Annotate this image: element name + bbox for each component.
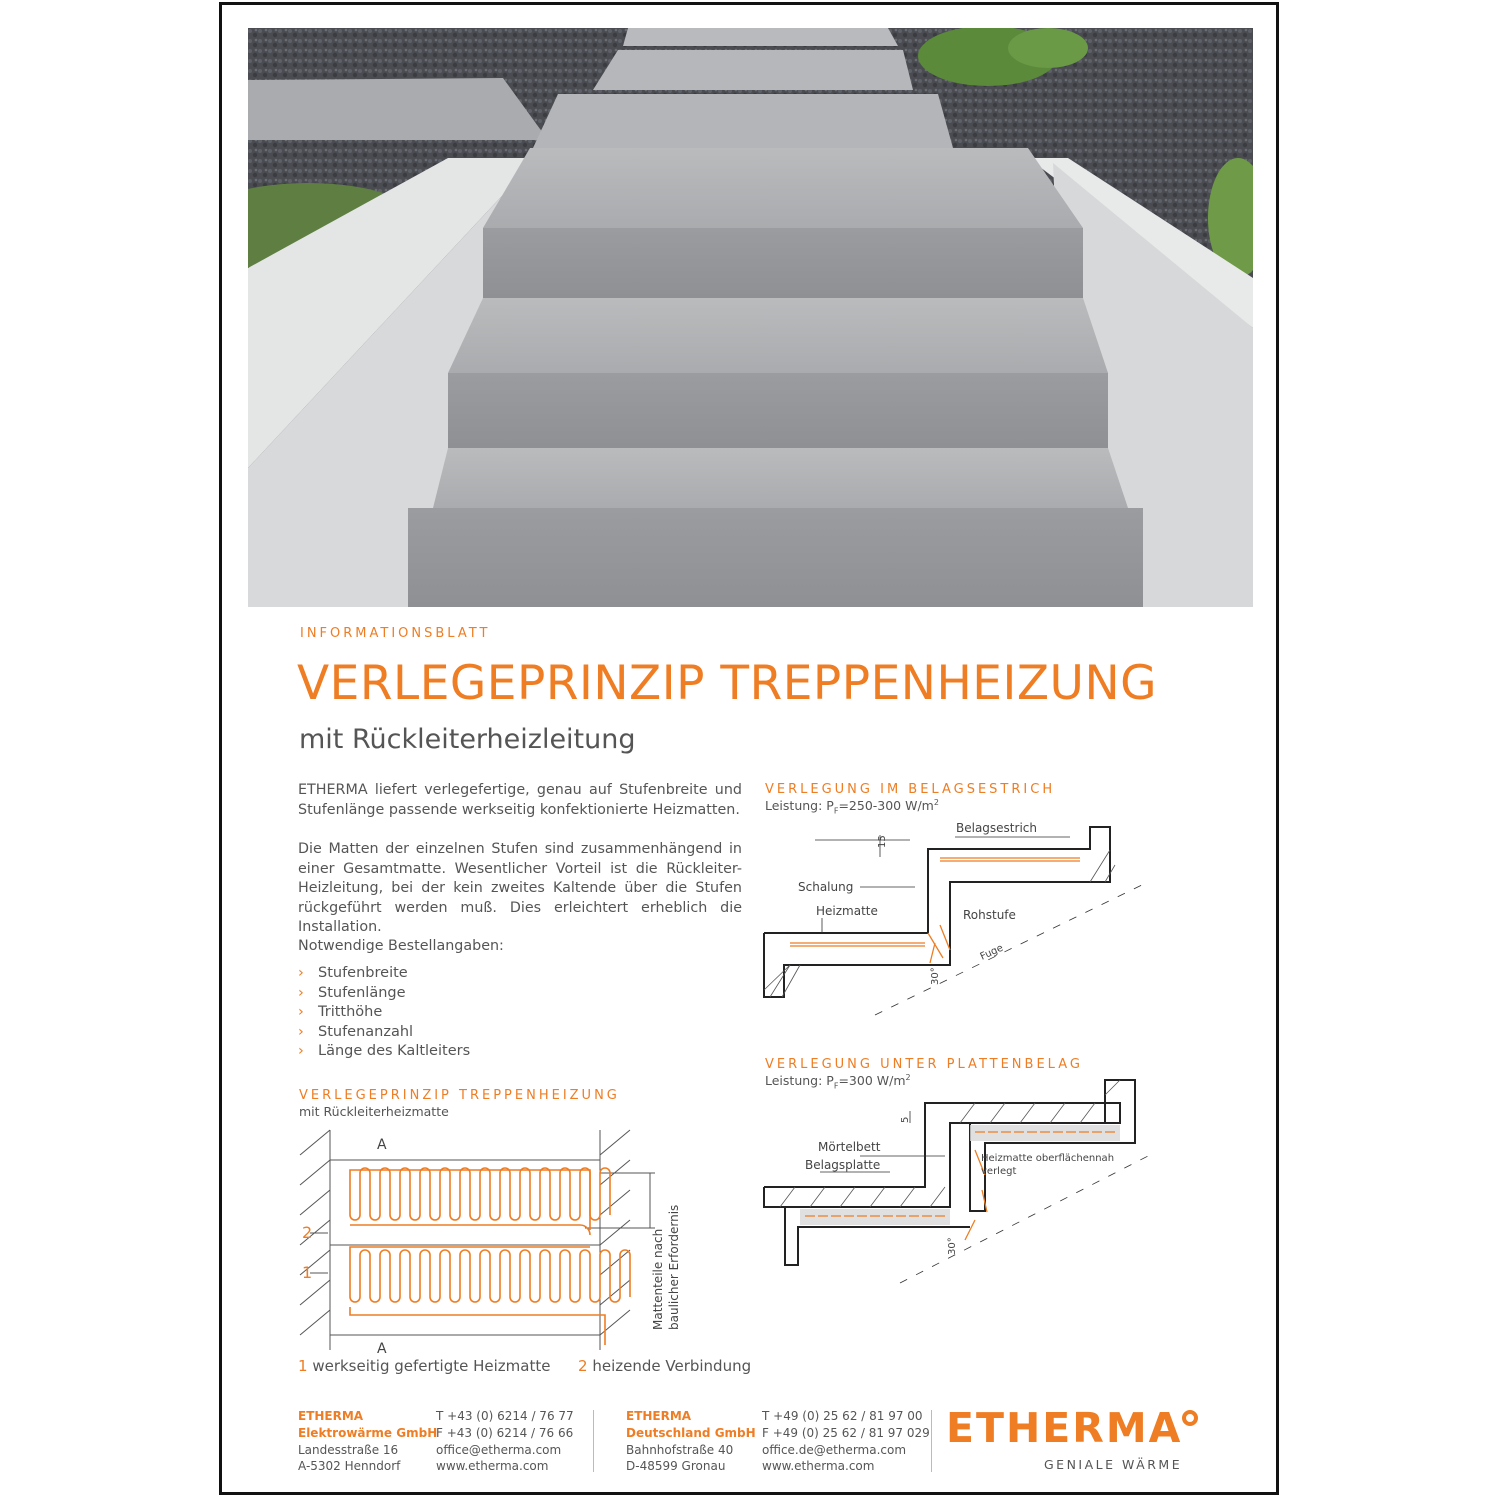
footer-fax-at: F +43 (0) 6214 / 76 66 — [436, 1425, 574, 1440]
footer-company-at: ETHERMA — [298, 1409, 364, 1423]
chevron-right-icon: › — [298, 1043, 304, 1060]
side-note-line2: baulicher Erfordernis — [667, 1204, 681, 1330]
label-belagsestrich: Belagsestrich — [956, 821, 1037, 835]
footer-contact-at — [436, 1408, 574, 1475]
footer-web-at[interactable]: www.etherma.com — [436, 1459, 549, 1474]
page-subtitle: mit Rückleiterheizleitung — [299, 724, 636, 755]
legend-num-2: 2 — [578, 1357, 588, 1375]
chevron-right-icon: › — [298, 965, 304, 981]
steps-illustration — [248, 28, 1253, 607]
footer-phone-at: T +43 (0) 6214 / 76 77 — [436, 1409, 574, 1423]
legend-text-2: heizende Verbindung — [592, 1357, 752, 1375]
hero-photo-steps — [248, 28, 1253, 607]
footer-phone-de: T +49 (0) 25 62 / 81 97 00 — [762, 1409, 923, 1423]
label-heizmatte-1: Heizmatte oberflächennah — [981, 1153, 1115, 1164]
legend-text-1: werkseitig gefertigte Heizmatte — [312, 1357, 551, 1375]
chevron-right-icon: › — [298, 1004, 304, 1021]
intro-paragraph-2: Die Matten der einzelnen Stufen sind zusammenhängend in einer Gesamtmatte. Wesentlicher Vorteil ist die Rückleiter-Heizleitung, bei der kein zweites Kaltende über die Stufen rückgeführt werden muß. Dies erleichtert erheblich die Installation. — [298, 841, 742, 936]
slab-power: Leistung: $P_F=300$ $W/m^2$ — [765, 1073, 911, 1091]
chevron-right-icon: › — [298, 984, 304, 1001]
footer-email-de[interactable]: office.de@etherma.com — [762, 1442, 907, 1457]
angle-30: 30° — [947, 1237, 958, 1255]
footer-web-de[interactable]: www.etherma.com — [762, 1459, 875, 1474]
slab-diagram-title: VERLEGUNG UNTER PLATTENBELAG — [765, 1057, 1083, 1072]
label-fuge: Fuge — [978, 942, 1006, 963]
section-label-bottom: A — [377, 1341, 387, 1355]
list-item: › Länge des Kaltleiters — [298, 1042, 470, 1062]
plan-diagram-subtitle: mit Rückleiterheizmatte — [299, 1104, 449, 1119]
list-item: › Tritthöhe — [298, 1003, 470, 1023]
footer-email-at[interactable]: office@etherma.com — [436, 1442, 562, 1457]
footer-contact-de — [762, 1408, 930, 1475]
section-label-top: A — [377, 1137, 387, 1153]
dim-5: 5 — [900, 1116, 911, 1123]
list-item: › Stufenlänge — [298, 984, 470, 1004]
label-moertelbett: Mörtelbett — [818, 1140, 881, 1154]
label-belagsplatte: Belagsplatte — [805, 1158, 881, 1172]
intro-paragraph-1: ETHERMA liefert verlegefertige, genau auf Stufenbreite und Stufenlänge passende werkseitig konfektionierte Heizmatten. — [298, 782, 742, 818]
diagram-legend — [298, 1357, 751, 1375]
etherma-logo: ETHERMA — [946, 1404, 1183, 1452]
footer-street-at: Landesstraße 16 — [298, 1442, 399, 1457]
logo-tagline: GENIALE WÄRME — [1044, 1457, 1183, 1472]
logo-degree-icon — [1182, 1410, 1198, 1426]
footer-divider — [931, 1410, 932, 1472]
order-heading: Notwendige Bestellangaben: — [298, 938, 504, 954]
label-heizmatte-2: verlegt — [981, 1166, 1017, 1177]
screed-diagram — [760, 815, 1160, 1025]
footer-city-de: D-48599 Gronau — [626, 1459, 726, 1474]
angle-30: 30° — [930, 967, 941, 985]
list-item: › Stufenbreite — [298, 964, 470, 984]
footer-address-at — [298, 1408, 437, 1475]
footer-divider — [593, 1410, 594, 1472]
footer-address-de — [626, 1408, 756, 1475]
footer-company2-at: Elektrowärme GmbH — [298, 1425, 438, 1440]
plan-diagram — [290, 1125, 720, 1355]
kicker-label: INFORMATIONSBLATT — [300, 626, 491, 641]
marker-1: 1 — [302, 1263, 313, 1282]
list-item: › Stufenanzahl — [298, 1023, 470, 1043]
label-rohstufe: Rohstufe — [963, 908, 1016, 922]
legend-num-1: 1 — [298, 1357, 308, 1375]
footer-city-at: A-5302 Henndorf — [298, 1459, 401, 1474]
dim-15: 15 — [877, 835, 888, 848]
footer-company2-de: Deutschland GmbH — [626, 1425, 756, 1440]
chevron-right-icon: › — [298, 1023, 304, 1040]
label-schalung: Schalung — [798, 880, 854, 894]
side-note-line1: Mattenteile nach — [651, 1228, 665, 1330]
label-heizmatte: Heizmatte — [816, 904, 878, 918]
slab-diagram — [760, 1075, 1160, 1295]
page-title: VERLEGEPRINZIP TREPPENHEIZUNG — [297, 656, 1158, 711]
order-list — [298, 964, 470, 1062]
screed-diagram-title: VERLEGUNG IM BELAGSESTRICH — [765, 782, 1056, 797]
marker-2: 2 — [302, 1223, 313, 1242]
footer-fax-de: F +49 (0) 25 62 / 81 97 029 — [762, 1425, 930, 1440]
footer-street-de: Bahnhofstraße 40 — [626, 1442, 734, 1457]
plan-diagram-title: VERLEGEPRINZIP TREPPENHEIZUNG — [299, 1088, 620, 1103]
screed-power: Leistung: $P_F=250-300$ $W/m^2$ — [765, 798, 939, 816]
footer-company-de: ETHERMA — [626, 1409, 692, 1423]
